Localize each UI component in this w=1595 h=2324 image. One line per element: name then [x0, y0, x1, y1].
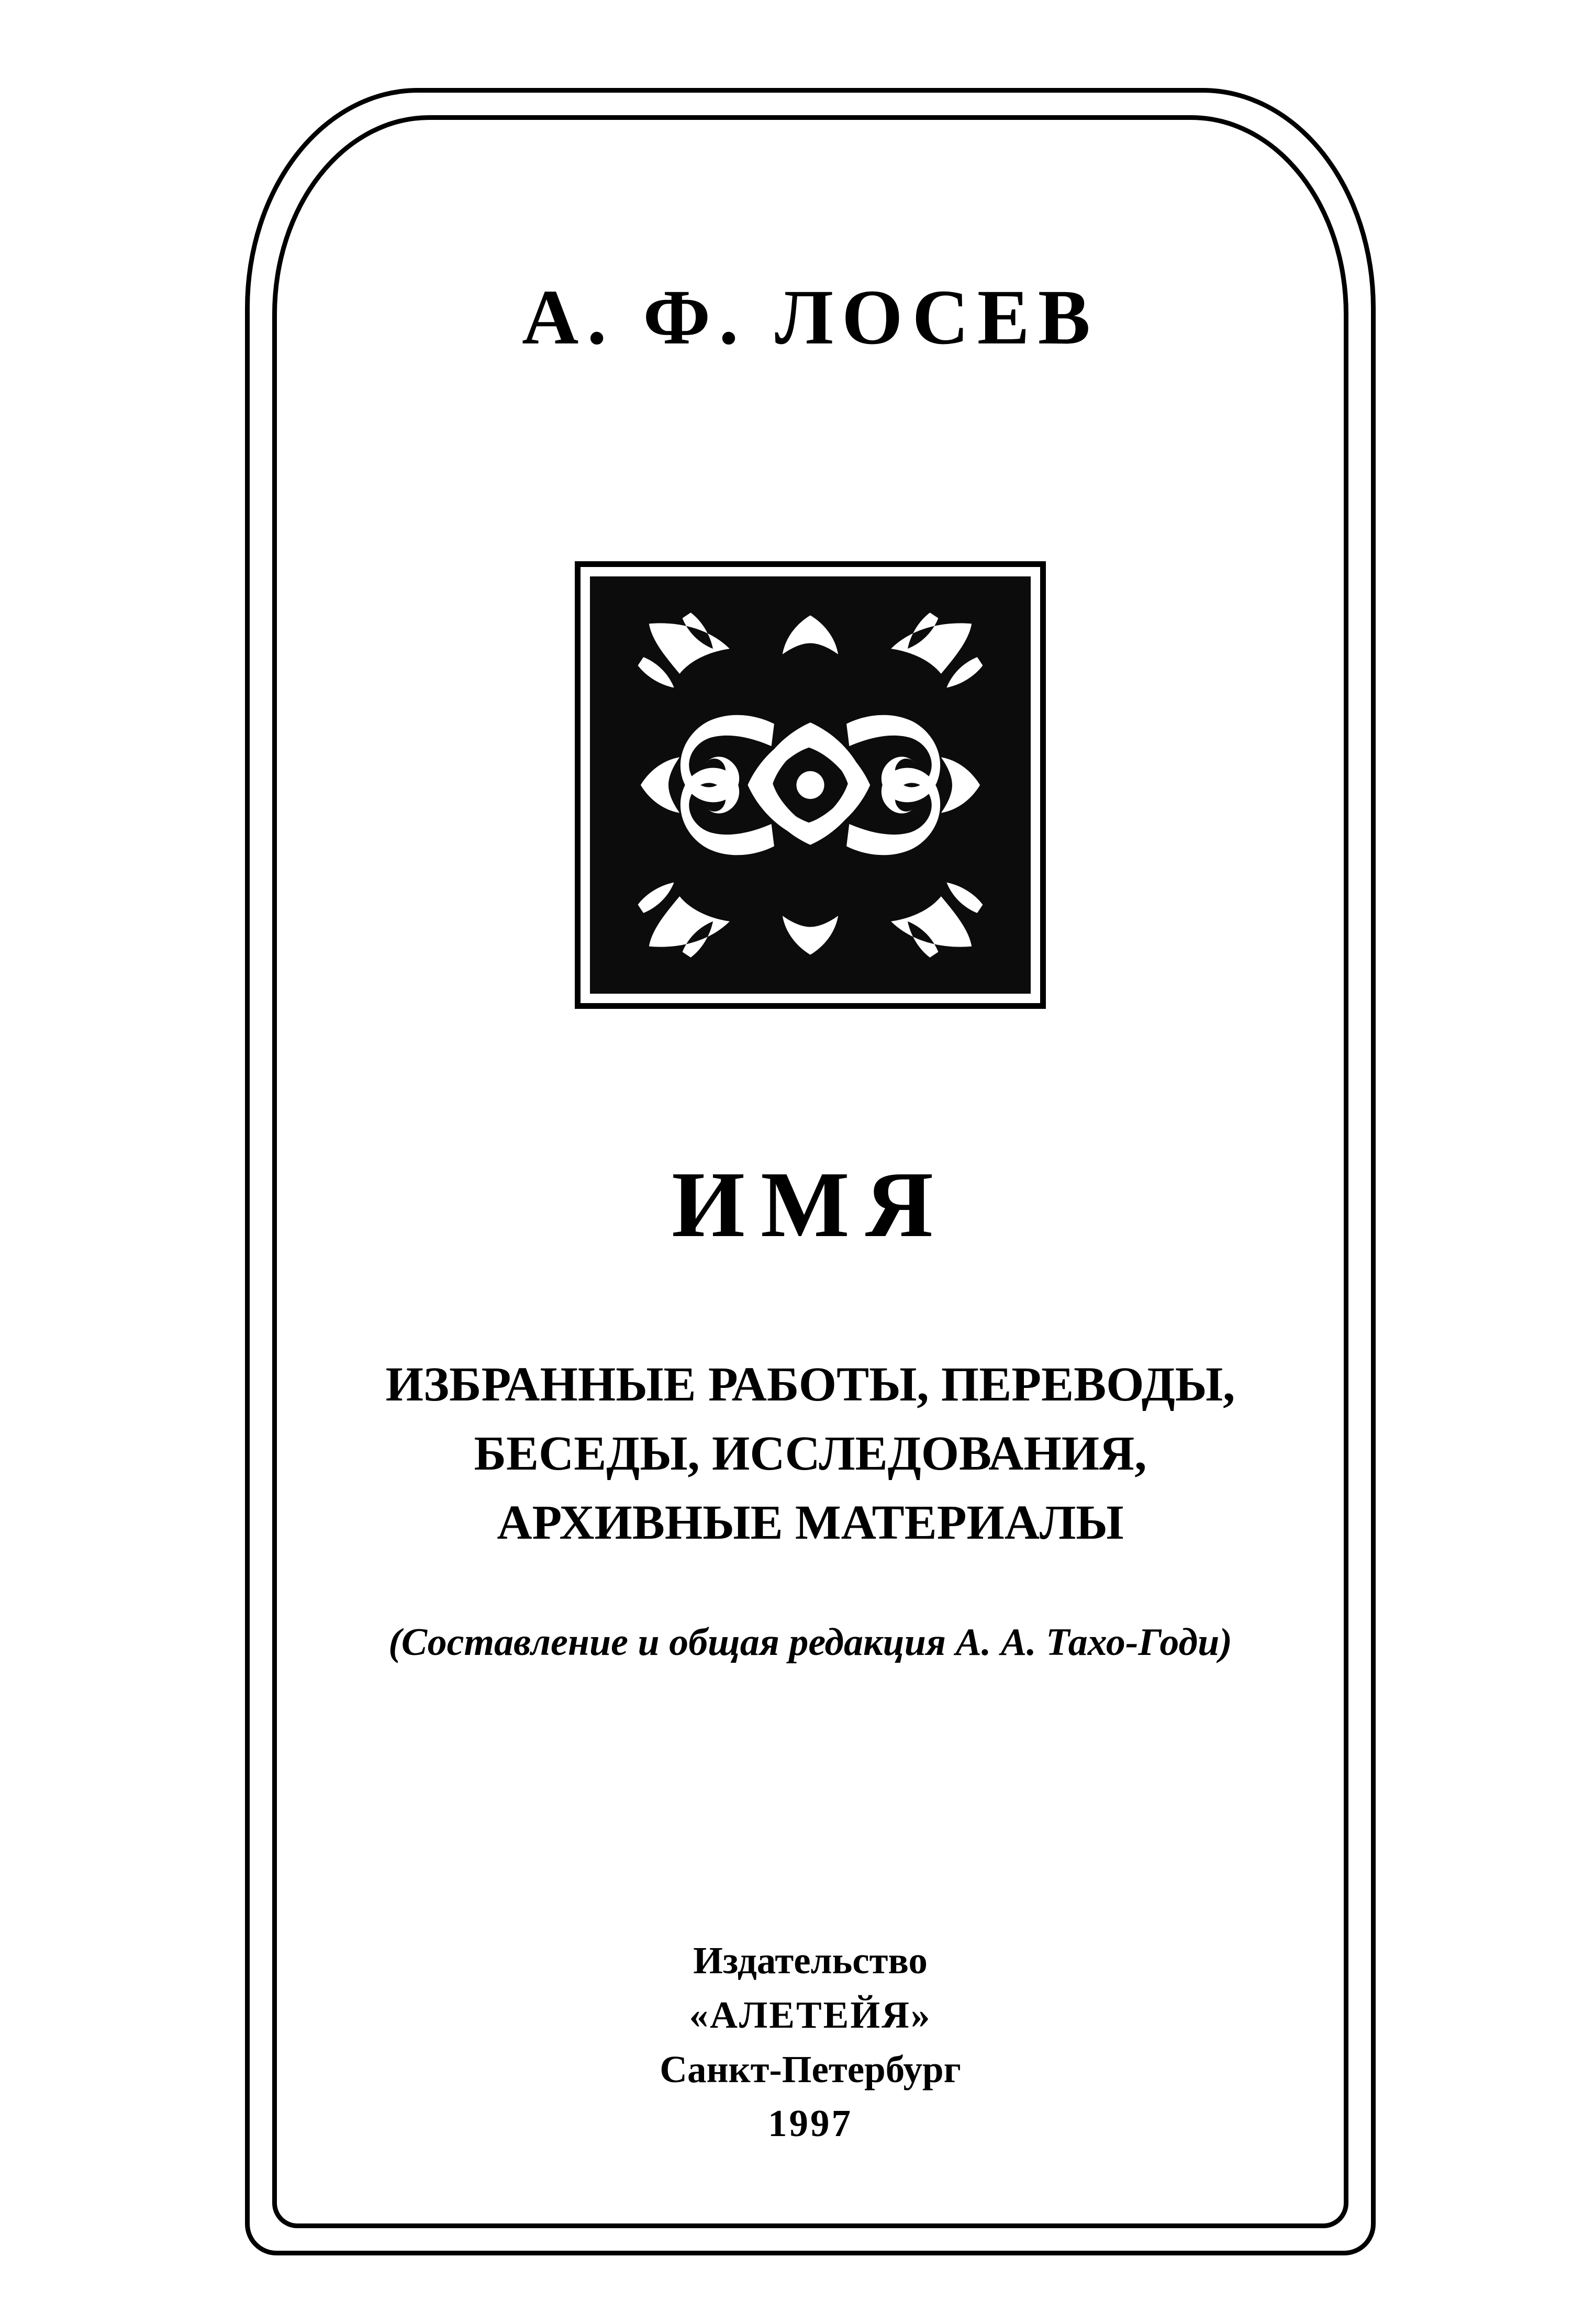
subtitle-line-1: ИЗБРАННЫЕ РАБОТЫ, ПЕРЕВОДЫ,: [385, 1358, 1235, 1411]
book-subtitle: [386, 1350, 1235, 1558]
publication-city: Санкт-Петербург: [660, 2048, 961, 2091]
imprint-block: [272, 1933, 1348, 2151]
floral-ornament-svg: [590, 576, 1031, 994]
cover-content: [272, 115, 1348, 2228]
publisher-name: «АЛЕТЕЙЯ»: [689, 1994, 932, 2037]
floral-ornament-icon: [575, 561, 1046, 1009]
ornament-container: [575, 561, 1046, 1009]
subtitle-line-3: АРХИВНЫЕ МАТЕРИАЛЫ: [497, 1496, 1124, 1550]
author-name: А. Ф. ЛОСЕВ: [522, 274, 1099, 361]
subtitle-line-2: БЕСЕДЫ, ИССЛЕДОВАНИЯ,: [474, 1427, 1147, 1481]
publication-year: 1997: [768, 2102, 853, 2145]
editor-note: (Составление и общая редакция А. А. Тахо-Годи): [388, 1621, 1232, 1664]
publisher-label: Издательство: [693, 1939, 928, 1982]
book-title: ИМЯ: [672, 1152, 949, 1256]
